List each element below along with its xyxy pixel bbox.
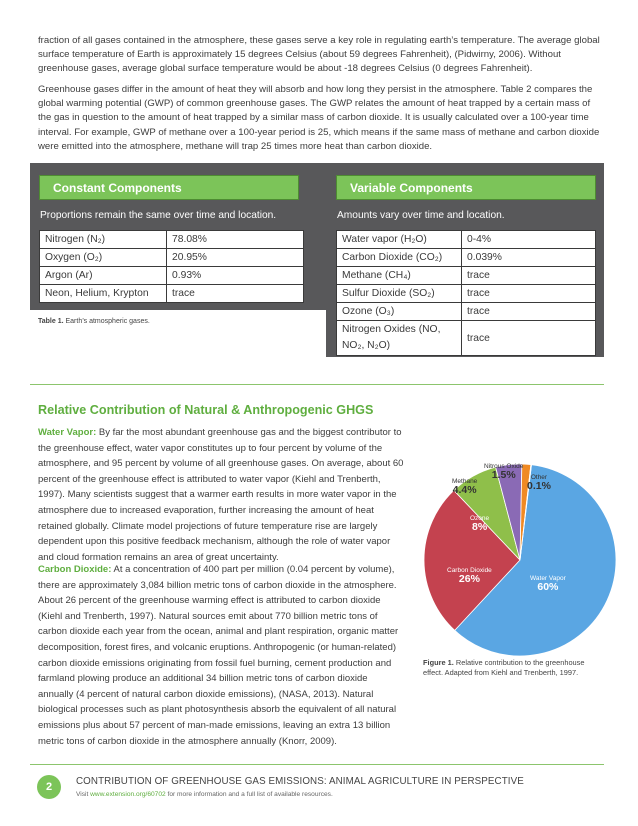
constant-subtitle: Proportions remain the same over time and location. <box>40 210 277 221</box>
gas-line-2: NO₂, N₂O) <box>342 340 391 351</box>
gas-cell: Sulfur Dioxide (SO₂) <box>337 285 462 303</box>
intro-paragraph-2: Greenhouse gases differ in the amount of heat they will absorb and how long they persist in the atmosphere. Table 2 compares the global warming potential (GWP) of common greenhouse gases. The GWP relates the amount of heat trapped by a certain mass of the gas in question to the amount of heat trapped by a similar mass of carbon dioxide. It is usually calculated over a 100-year time interval. For example, GWP of methane over a 100-year period is 25, which means if the same mass of methane and carbon dioxide were emitted into the atmosphere, methane will trap 25 times more heat than carbon dioxide. <box>38 84 600 152</box>
gas-cell: Neon, Helium, Krypton <box>40 285 167 303</box>
slice-name: Carbon Dioxide <box>447 567 492 574</box>
gas-cell: Argon (Ar) <box>40 267 167 285</box>
footer-divider <box>30 764 604 765</box>
table-row <box>40 285 304 303</box>
gas-line-1: Nitrogen Oxides (NO, <box>342 324 441 335</box>
pie-label-methane <box>452 478 477 497</box>
constant-components-table <box>39 230 304 303</box>
value-cell: 0-4% <box>462 231 596 249</box>
table-row <box>337 267 596 285</box>
carbon-dioxide-text: At a concentration of 400 part per million (0.04 percent by volume), there are approximately 3,084 billion metric tons of carbon dioxide in the atmosphere. About 26 percent of the greenhouse warming effect is attributed to carbon dioxide (Kiehl and Trenberth, 1997). Natural sources emit about 770 billion metric tons of carbon dioxide each year from the ocean, animal and plant respiration, organic matter decomposition, forest fires, and volcanic eruptions. Anthropogenic (or human-related) carbon dioxide emissions originating from fossil fuel burning, cement production and farmland plowing produce an additional 34 billion metric tons of carbon dioxide annually (4 percent of natural carbon dioxide emissions), (NASA, 2013). Natural biological processes such as plant photosynthesis absorb the equivalent of all natural emissions plus about 57 percent of man-made emissions, leaving an extra 13 billion metric tons of carbon dioxide in the atmosphere annually (Knorr, 2009). <box>38 564 399 747</box>
figure1-caption-text: Relative contribution to the greenhouse effect. Adapted from Kiehl and Trenberth, 1997. <box>423 658 585 677</box>
slice-name: Ozone <box>470 515 490 522</box>
table-row <box>337 321 596 356</box>
section-title: Relative Contribution of Natural & Anthropogenic GHGS <box>38 403 374 417</box>
pie-label-ozone <box>470 515 489 534</box>
slice-name: Nitrous Oxide <box>484 463 524 470</box>
variable-components-heading: Variable Components <box>336 175 596 200</box>
table-row <box>337 249 596 267</box>
pie-label-water-vapor <box>530 575 566 594</box>
water-vapor-paragraph <box>38 425 404 565</box>
carbon-dioxide-paragraph <box>38 562 404 749</box>
variable-subtitle: Amounts vary over time and location. <box>337 210 505 221</box>
slice-value: 26% <box>458 573 480 586</box>
table-row <box>40 267 304 285</box>
slice-name: Water Vapor <box>530 575 566 582</box>
variable-components-table <box>336 230 596 356</box>
slice-value: 60% <box>537 581 559 594</box>
constant-components-heading: Constant Components <box>39 175 299 200</box>
slice-name: Other <box>530 474 548 481</box>
table-row <box>337 303 596 321</box>
value-cell: trace <box>462 267 596 285</box>
intro-paragraph-1: fraction of all gases contained in the atmosphere, these gases serve a key role in regulating earth’s temperature. The average global surface temperature of Earth is approximately 15 degrees Celsius (about 59 degrees Fahrenheit), (Pidwirny, 2006). Without greenhouse gases, average global surface temperature would be about -18 degrees Celsius (0 degrees Fahrenheit). <box>38 35 600 75</box>
gas-cell <box>337 321 462 356</box>
value-cell: 0.93% <box>167 267 304 285</box>
footer-link[interactable]: www.extension.org/60702 <box>90 791 166 798</box>
value-cell: 20.95% <box>167 249 304 267</box>
figure1-caption <box>423 658 603 678</box>
water-vapor-text: By far the most abundant greenhouse gas and the biggest contributor to the greenhouse effect, water vapor constitutes up to four percent by volume of the atmosphere, and 95 percent by volume of all greenhouse gases. On average, about 60 percent of the greenhouse effect is attributed to water vapor (Kiehl and Trenberth, 1997). Many scientists suggest that a warmer earth results in more water vapor in the atmosphere due to increased evaporation, further increasing the amount of heat retained globally. Climate model projections of future temperature rise are largely dependent upon this positive feedback mechanism, although the role of water vapor and cloud formation remains an area of great uncertainty. <box>38 427 404 563</box>
footer-rest: for more information and a full list of available resources. <box>165 791 333 798</box>
value-cell: trace <box>462 303 596 321</box>
gas-cell: Carbon Dioxide (CO₂) <box>337 249 462 267</box>
gas-cell: Water vapor (H₂O) <box>337 231 462 249</box>
value-cell: trace <box>167 285 304 303</box>
table1-caption-text: Earth’s atmospheric gases. <box>63 318 150 325</box>
value-cell: trace <box>462 321 596 356</box>
water-vapor-label: Water Vapor: <box>38 427 97 438</box>
gas-cell: Oxygen (O₂) <box>40 249 167 267</box>
footer-visit: Visit <box>76 791 91 798</box>
figure1-caption-label: Figure 1. <box>423 658 454 667</box>
slice-name: Methane <box>452 478 478 485</box>
table1-caption <box>38 318 150 325</box>
table-row <box>337 231 596 249</box>
carbon-dioxide-label: Carbon Dioxide: <box>38 564 112 575</box>
slice-value: 0.1% <box>527 480 551 493</box>
gas-cell: Methane (CH₄) <box>337 267 462 285</box>
gas-cell: Ozone (O₃) <box>337 303 462 321</box>
page-number-badge: 2 <box>37 775 61 799</box>
value-cell: 78.08% <box>167 231 304 249</box>
slice-value: 8% <box>471 521 488 534</box>
table1-caption-label: Table 1. <box>38 318 64 325</box>
pie-chart-svg <box>420 460 620 660</box>
footer-title: CONTRIBUTION OF GREENHOUSE GAS EMISSIONS: ANIMAL AGRICULTURE IN PERSPECTIVE <box>76 776 524 787</box>
pie-label-carbon-dioxide <box>447 567 492 586</box>
footer-subtitle <box>76 791 333 798</box>
slice-value: 4.4% <box>452 484 477 497</box>
slice-value: 1.5% <box>491 469 516 482</box>
section-divider <box>30 384 604 385</box>
pie-chart <box>420 460 620 660</box>
pie-label-other <box>527 474 551 493</box>
value-cell: 0.039% <box>462 249 596 267</box>
value-cell: trace <box>462 285 596 303</box>
gas-cell: Nitrogen (N₂) <box>40 231 167 249</box>
table-row <box>40 231 304 249</box>
pie-label-nitrous-oxide <box>484 463 523 482</box>
table-row <box>337 285 596 303</box>
table-row <box>40 249 304 267</box>
